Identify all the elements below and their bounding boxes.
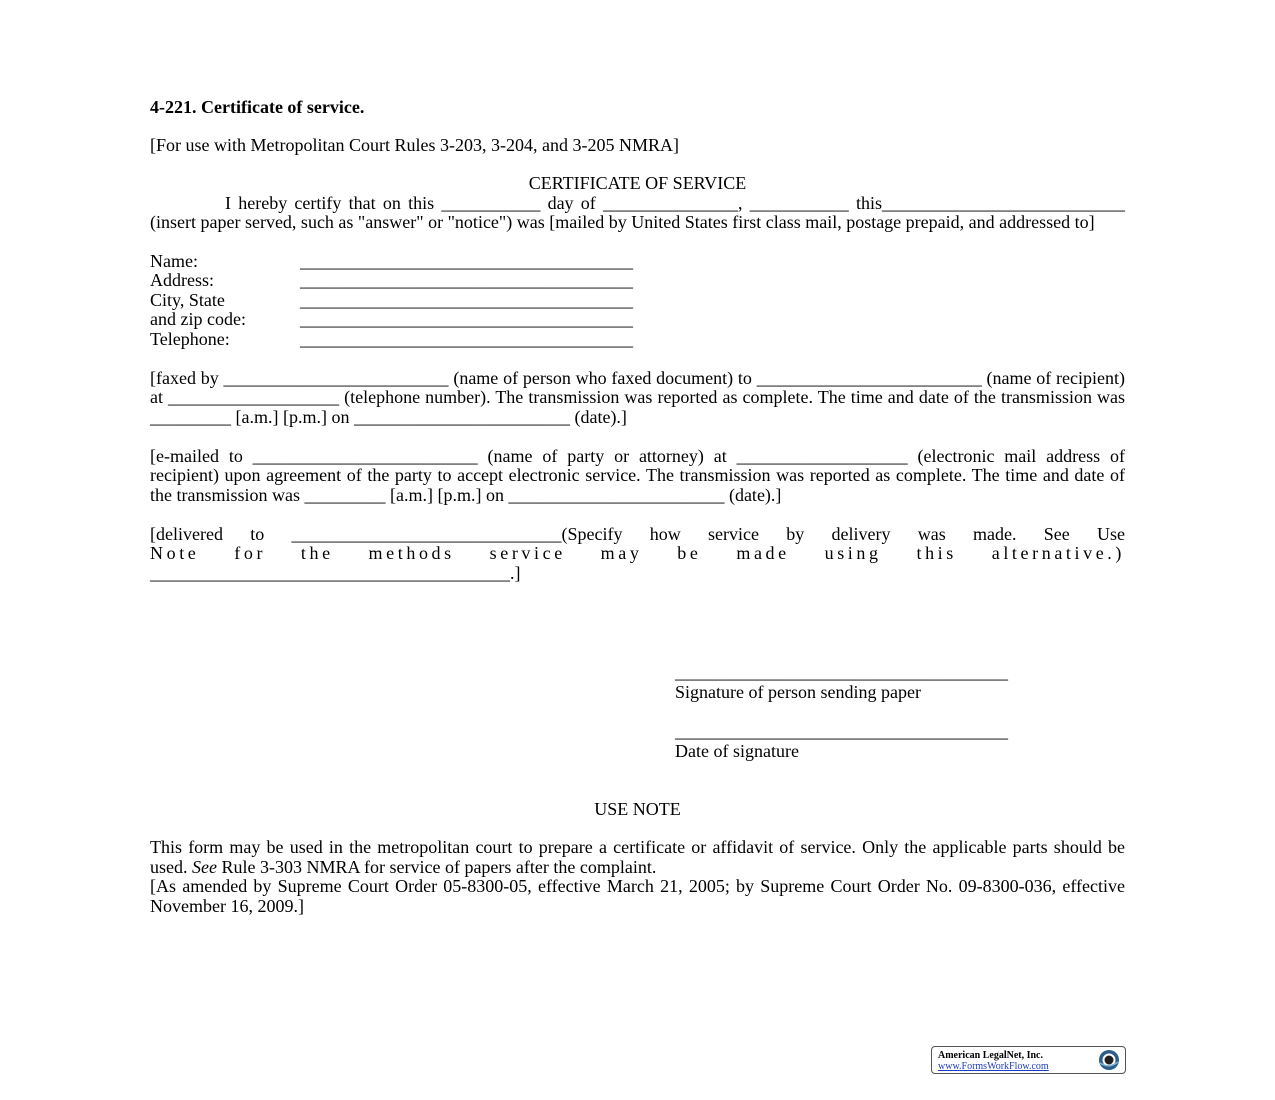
- address-row: [150, 271, 1125, 291]
- address-label: Address:: [150, 270, 214, 290]
- form-body: [150, 98, 1125, 583]
- use-note-text: This form may be used in the metropolitan court to prepare a certificate or affidavit of service. Only the applicable parts should be used. See Rule 3-303 NMRA for service of papers after the complaint.: [150, 837, 1125, 877]
- delivered-line: ________________________________________.]: [150, 562, 521, 583]
- signature-label: Signature of person sending paper: [675, 681, 921, 702]
- zip-code-field-line[interactable]: _____________________________________: [300, 309, 633, 329]
- see-emphasis: See: [192, 856, 217, 877]
- address-label: and zip code:: [150, 309, 246, 329]
- signature-line[interactable]: _____________________________________: [675, 662, 1008, 682]
- globe-icon: [1097, 1049, 1121, 1071]
- city-state-field-line[interactable]: _____________________________________: [300, 289, 633, 310]
- delivered-paragraph: [150, 525, 1125, 584]
- logo-url-link[interactable]: www.FormsWorkFlow.com: [938, 1061, 1049, 1072]
- publisher-logo[interactable]: [931, 1046, 1126, 1074]
- address-field-line[interactable]: _____________________________________: [300, 270, 633, 290]
- address-block: [150, 252, 1125, 350]
- amendment-note: [As amended by Supreme Court Order 05-8300-05, effective March 21, 2005; by Supreme Court Order No. 09-8300-036, effective November 16, 2009.]: [150, 876, 1125, 916]
- date-line[interactable]: _____________________________________: [675, 721, 1008, 741]
- address-label: City, State: [150, 289, 225, 310]
- delivered-line: [delivered to ______________________________(Specify how service by delivery was made. See Use: [150, 523, 1125, 544]
- signature-block: [675, 663, 1095, 702]
- date-signature-block: [675, 722, 1095, 761]
- certify-paragraph: I hereby certify that on this ___________ day of _______________, ___________ this___________________________ (insert paper served, such as "answer" or "notice") was [mailed by United States first class mail, postage prepaid, and addressed to]: [150, 192, 1125, 232]
- form-heading: 4-221. Certificate of service.: [150, 97, 365, 117]
- address-row: [150, 252, 1125, 272]
- emailed-paragraph: [e-mailed to _________________________ (name of party or attorney) at ___________________ (electronic mail address of recipient) upon agreement of the party to accept electronic service. The transmission was reported as complete. The time and date of the transmission was _________ [a.m.] [p.m.] on ________________________ (date).]: [150, 445, 1125, 505]
- rule-reference: [For use with Metropolitan Court Rules 3-203, 3-204, and 3-205 NMRA]: [150, 134, 679, 155]
- telephone-field-line[interactable]: _____________________________________: [300, 328, 633, 349]
- use-note: [150, 838, 1125, 916]
- address-row: [150, 291, 1125, 311]
- logo-name: American LegalNet, Inc.: [938, 1050, 1043, 1061]
- certificate-title: CERTIFICATE OF SERVICE: [528, 173, 747, 193]
- address-row: [150, 310, 1125, 330]
- name-field-line[interactable]: _____________________________________: [300, 250, 633, 271]
- address-label: Name:: [150, 250, 198, 271]
- date-label: Date of signature: [675, 740, 799, 761]
- delivered-line: Note for the methods service may be made using this alternative.): [150, 543, 1125, 563]
- address-label: Telephone:: [150, 328, 230, 349]
- faxed-paragraph: [faxed by _________________________ (name of person who faxed document) to _________________________ (name of recipient) at ___________________ (telephone number). The transmission was reported as complete. The time and date of the transmission was _________ [a.m.] [p.m.] on ________________________ (date).]: [150, 367, 1125, 427]
- use-note-title: USE NOTE: [594, 799, 681, 819]
- address-row: [150, 330, 1125, 350]
